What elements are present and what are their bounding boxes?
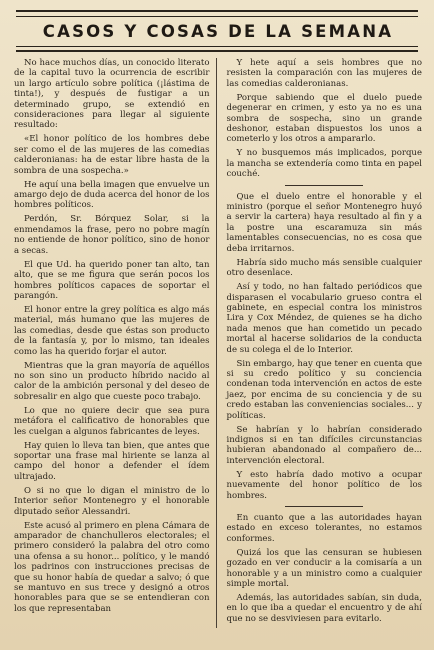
paragraph: Sin embargo, hay que tener en cuenta que si su credo político y su conciencia condenan toda intervención en actos de este jaez, por encima de su conciencia y de su credo estaban las conveniencias sociales... y políticas.	[226, 358, 422, 421]
paragraph: Y no busquemos más implicados, porque la mancha se extendería como tinta en papel couché.	[226, 148, 422, 180]
headline: CASOS Y COSAS DE LA SEMANA	[42, 22, 394, 41]
paragraph: Perdón, Sr. Bórquez Solar, si la enmendamos la frase, pero no pobre magín no entiende de honor político, sino de honor a secas.	[14, 214, 210, 256]
right-section-1	[227, 58, 423, 180]
paragraph: En cuanto que a las autoridades hayan estado en exceso tolerantes, no estamos conformes.	[226, 513, 422, 544]
paragraph: Habría sido mucho más sensible cualquier otro desenlace.	[226, 257, 422, 279]
paragraph: Y hete aquí a seis hombres que no resisten la comparación con las mujeres de las comedias calderonianas.	[226, 58, 422, 89]
paragraph: Así y todo, no han faltado periódicos que disparasen el vocabulario grueso contra el gabinete, en especial contra los ministros Lira y Cox Méndez, de quienes se ha dicho nada menos que han cometido un pecado mortal al hacerse solidarios de la conducta de su colega el de lo Interior.	[226, 282, 422, 355]
paragraph: O si no que lo digan el ministro de lo Interior señor Montenegro y el honorable diputado señor Alessandri.	[14, 485, 210, 517]
paragraph: «El honor político de los hombres debe ser como el de las mujeres de las comedias calderonianas: ha de estar libre hasta de la sombra de una sospecha.»	[14, 134, 210, 176]
paragraph: El honor entre la grey política es algo más material, más humano que las mujeres de las comedias, desde que éstas son producto de la fantasía y, por lo mismo, tan ideales como las ha querido forjar el autor.	[14, 304, 210, 357]
paragraph: Que el duelo entre el honorable y el ministro (porque el señor Montenegro huyó a servir la cartera) haya resultado al fin y a la postre una escaramuza sin más lamentables consecuencias, no es cosa que deba irritarnos.	[226, 191, 422, 254]
section-separator	[285, 185, 363, 186]
paragraph: No hace muchos días, un conocido literato de la capital tuvo la ocurrencia de escribir un largo artículo sobre política (¡lástima de tinta!), y después de fustigar a un determinado grupo, se extendió en consideraciones para llegar al siguiente resultado:	[14, 58, 210, 131]
right-section-3	[227, 513, 423, 624]
right-section-2	[227, 192, 423, 501]
paragraph: Este acusó al primero en plena Cámara de amparador de chanchulleros electorales; el primero consideró la palabra del otro como una ofensa a su honor... político, y le mandó los padrinos con instrucciones precisas de que su honor había de quedar a salvo; ó que se mantuvo en sus trece y designó a otros honorables para que se se entendieran con los que representaban	[14, 520, 210, 614]
paragraph: Además, las autoridades sabían, sin duda, en lo que iba a quedar el encuentro y de ahí que no se desviviesen para evitarlo.	[226, 593, 422, 624]
top-rule	[16, 10, 418, 17]
paragraph: Quizá los que las censuran se hubiesen gozado en ver conducir a la comisaría a un honorable y a un ministro como a cualquier simple mortal.	[226, 547, 422, 590]
paragraph: Y esto habría dado motivo a ocupar nuevamente del honor político de los hombres.	[226, 469, 422, 501]
article-columns	[14, 58, 422, 628]
paragraph: El que Ud. ha querido poner tan alto, tan alto, que se me figura que serán pocos los hombres políticos capaces de soportar el parangón.	[14, 259, 210, 301]
bottom-rule	[16, 46, 418, 52]
left-column	[14, 58, 217, 628]
paragraph: Lo que no quiere decir que sea pura metáfora el calificativo de honorables que les cuelgan a algunos fabricantes de leyes.	[14, 405, 210, 437]
right-column	[225, 58, 423, 628]
paragraph: Hay quien lo lleva tan bien, que antes que soportar una frase mal hiriente se lanza al campo del honor a defender el ídem ultrajado.	[14, 440, 210, 482]
paragraph: Mientras que la gran mayoría de aquéllos no son sino un producto híbrido nacido al calor de la ambición personal y del deseo de sobresalir en algo que cueste poco trabajo.	[14, 360, 210, 402]
section-separator	[285, 506, 363, 507]
paragraph: He aquí una bella imagen que envuelve un amargo dejo de duda acerca del honor de los hombres políticos.	[14, 179, 210, 211]
paragraph: Se habrían y lo habrían considerado indignos si en tan difíciles circunstancias hubieran abandonado al compañero de... intervención electoral.	[226, 424, 422, 466]
paragraph: Porque sabiendo que el duelo puede degenerar en crimen, y esto ya no es una sombra de sospecha, sino un grande deshonor, estaban dispuestos los unos a cometerlo y los otros a ampararlo.	[226, 92, 422, 145]
